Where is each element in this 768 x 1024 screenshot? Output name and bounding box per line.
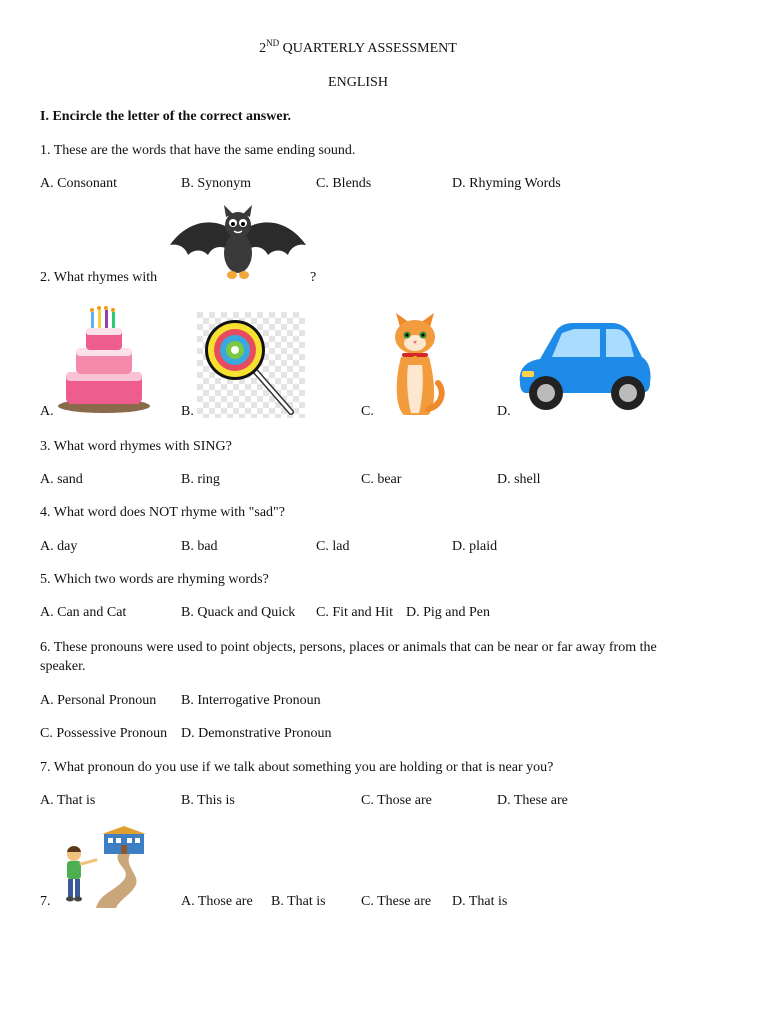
q7b-choice-c[interactable]: C. These are — [361, 894, 432, 909]
q1-choice-c[interactable]: C. Blends — [316, 176, 372, 191]
boy-pointing-at-school-icon — [56, 824, 148, 908]
q2-choice-c[interactable]: C. — [361, 404, 374, 419]
q6-choice-c[interactable]: C. Possessive Pronoun — [40, 726, 168, 741]
question-6: 6. These pronouns were used to point objects, persons, places or animals that can be near or far away from the speaker. — [40, 640, 657, 674]
q7b-choice-a[interactable]: A. Those are — [181, 894, 253, 909]
q7b-choice-b[interactable]: B. That is — [271, 894, 326, 909]
question-4: 4. What word does NOT rhyme with "sad"? — [40, 505, 285, 520]
q7-choice-d[interactable]: D. These are — [497, 793, 568, 808]
lollipop-icon — [197, 312, 305, 418]
q1-choice-a[interactable]: A. Consonant — [40, 176, 117, 191]
q2-choice-b[interactable]: B. — [181, 404, 194, 419]
q7b-choice-d[interactable]: D. That is — [452, 894, 508, 909]
q6-choice-a[interactable]: A. Personal Pronoun — [40, 693, 157, 708]
q1-choice-b[interactable]: B. Synonym — [181, 176, 252, 191]
question-2: 2. What rhymes with — [40, 270, 158, 285]
bat-icon — [168, 205, 308, 283]
q5-choice-c[interactable]: C. Fit and Hit — [316, 605, 394, 620]
q7-choice-c[interactable]: C. Those are — [361, 793, 432, 808]
question-1: 1. These are the words that have the same ending sound. — [40, 143, 356, 158]
q5-choice-a[interactable]: A. Can and Cat — [40, 605, 127, 620]
q5-choice-b[interactable]: B. Quack and Quick — [181, 605, 296, 620]
q3-choice-b[interactable]: B. ring — [181, 472, 220, 487]
subject-title: ENGLISH — [328, 75, 388, 90]
q7-choice-a[interactable]: A. That is — [40, 793, 96, 808]
q2-choice-a[interactable]: A. — [40, 404, 54, 419]
question-7: 7. What pronoun do you use if we talk about something you are holding or that is near you? — [40, 760, 554, 775]
title-number: 2 — [259, 41, 267, 56]
section-instruction: I. Encircle the letter of the correct answer. — [40, 109, 292, 124]
question-5: 5. Which two words are rhyming words? — [40, 572, 269, 587]
q1-choice-d[interactable]: D. Rhyming Words — [452, 176, 561, 191]
q6-choice-d[interactable]: D. Demonstrative Pronoun — [181, 726, 332, 741]
assessment-title — [0, 38, 716, 57]
q3-choice-d[interactable]: D. shell — [497, 472, 541, 487]
q4-choice-a[interactable]: A. day — [40, 539, 78, 554]
q4-choice-b[interactable]: B. bad — [181, 539, 218, 554]
q5-choice-d[interactable]: D. Pig and Pen — [406, 605, 490, 620]
q6-choice-b[interactable]: B. Interrogative Pronoun — [181, 693, 321, 708]
question-3: 3. What word rhymes with SING? — [40, 439, 232, 454]
question-2-end: ? — [310, 270, 317, 285]
cat-icon — [384, 313, 446, 419]
title-superscript: ND — [266, 38, 280, 48]
cake-icon — [56, 306, 152, 414]
q2-choice-d[interactable]: D. — [497, 404, 511, 419]
q4-choice-d[interactable]: D. plaid — [452, 539, 498, 554]
q7-choice-b[interactable]: B. This is — [181, 793, 235, 808]
q3-choice-a[interactable]: A. sand — [40, 472, 83, 487]
car-icon — [516, 321, 652, 413]
title-text: QUARTERLY ASSESSMENT — [279, 41, 457, 56]
question-7b-label: 7. — [40, 894, 51, 909]
q4-choice-c[interactable]: C. lad — [316, 539, 350, 554]
q3-choice-c[interactable]: C. bear — [361, 472, 402, 487]
